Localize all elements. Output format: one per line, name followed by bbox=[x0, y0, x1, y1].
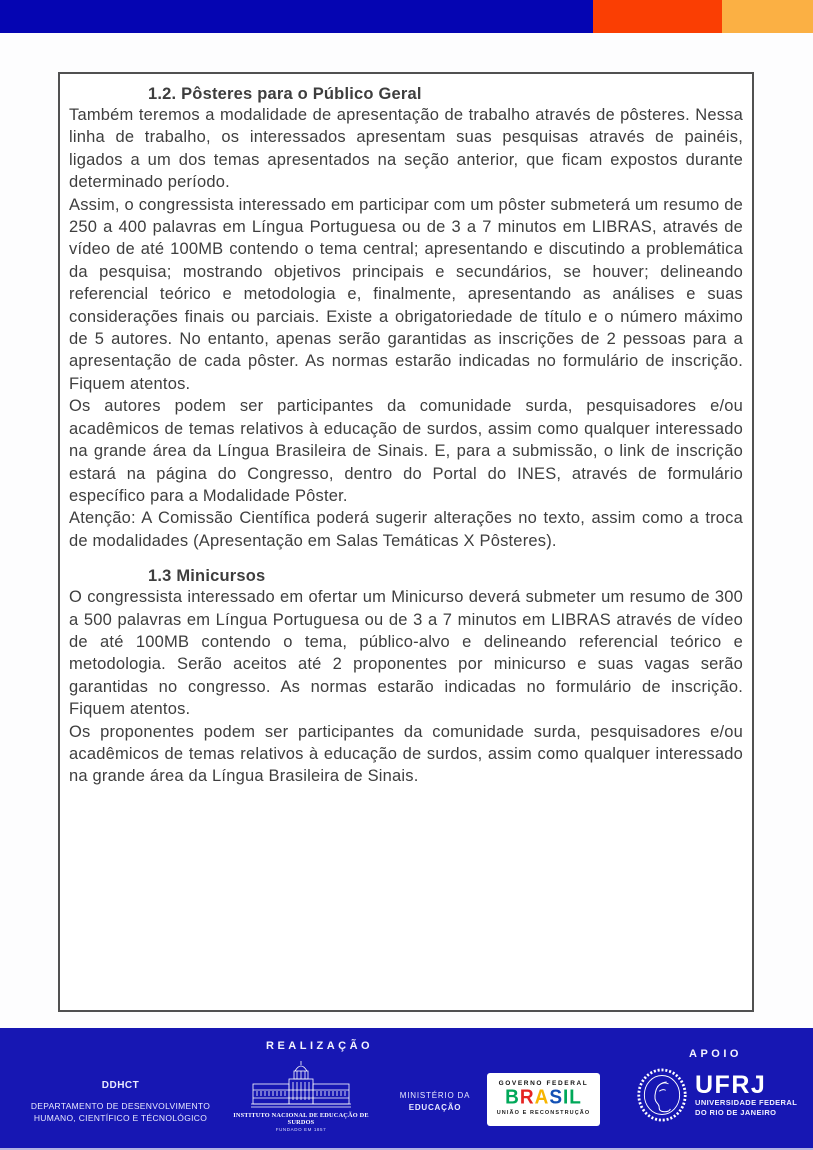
paragraph-posters-authors: Os autores podem ser participantes da comunidade surda, pesquisadores e/ou acadêmicos de temas relativos à educação de surdos, assim como qualquer interessado na grande área da Língua Brasileira de Sinais. E, para a submissão, o link de inscrição estará na página do Congresso, dentro do Portal do INES, através de formulário específico para a Modalidade Pôster. bbox=[69, 397, 743, 505]
mec-logo bbox=[392, 1090, 478, 1114]
governo-federal-logo bbox=[487, 1073, 600, 1126]
ines-founded: FUNDADO EM 1857 bbox=[275, 1127, 327, 1132]
top-bar-red-segment bbox=[593, 0, 722, 33]
mec-line2: EDUCAÇÃO bbox=[408, 1103, 462, 1112]
ines-logo bbox=[228, 1060, 374, 1132]
realizacao-label: REALIZAÇÃO bbox=[266, 1040, 374, 1052]
paragraph-minicursos-rules: O congressista interessado em ofertar um Minicurso deverá submeter um resumo de 300 a 500 palavras em Língua Portuguesa ou de 3 a 7 minutos em LIBRAS através de vídeo de até 100MB contendo o tema, público-alvo e delineando referencial teórico e metodologia. Serão aceitos até 2 proponentes por minicurso e suas vagas serão garantidas no congresso. As normas estarão indicadas no formulário de inscrição. Fiquem atentos. bbox=[69, 588, 743, 719]
ufrj-name-line2: DO RIO DE JANEIRO bbox=[695, 1108, 777, 1117]
top-accent-bar bbox=[0, 0, 813, 33]
ufrj-logo bbox=[636, 1068, 797, 1122]
ddhct-name-line1: DEPARTAMENTO DE DESENVOLVIMENTO bbox=[30, 1101, 211, 1111]
apoio-label: APOIO bbox=[689, 1048, 742, 1060]
paragraph-posters-intro: Também teremos a modalidade de apresentação de trabalho através de pôsteres. Nessa linha de trabalho, os interessados apresentam suas pesquisas através de painéis, ligados a um dos temas apresentados na seção anterior, que ficam expostos durante determinado período. bbox=[69, 106, 743, 192]
mec-line1: MINISTÉRIO DA bbox=[399, 1091, 471, 1100]
document-content-frame bbox=[58, 72, 754, 1012]
ufrj-minerva-emblem-icon bbox=[636, 1068, 688, 1122]
top-bar-orange-segment bbox=[722, 0, 813, 33]
footer-bar bbox=[0, 1028, 813, 1150]
section-heading-minicursos: 1.3 Minicursos bbox=[148, 567, 266, 586]
paragraph-minicursos-proponents: Os proponentes podem ser participantes da comunidade surda, pesquisadores e/ou acadêmicos de temas relativos à educação de surdos, assim como qualquer interessado na grande área da Língua Brasileira de Sinais. bbox=[69, 722, 743, 786]
ines-building-icon bbox=[249, 1060, 353, 1110]
governo-federal-header: GOVERNO FEDERAL bbox=[498, 1080, 589, 1087]
paragraph-posters-attention: Atenção: A Comissão Científica poderá sugerir alterações no texto, assim como a troca de modalidades (Apresentação em Salas Temáticas X Pôsteres). bbox=[69, 509, 743, 550]
ufrj-name-line1: UNIVERSIDADE FEDERAL bbox=[695, 1098, 798, 1108]
ddhct-acronym: DDHCT bbox=[101, 1080, 140, 1091]
ines-caption: INSTITUTO NACIONAL DE EDUCAÇÃO DE SURDOS bbox=[233, 1112, 369, 1126]
brasil-wordmark: BRASIL bbox=[505, 1086, 582, 1109]
top-bar-blue-segment bbox=[0, 0, 593, 33]
ddhct-name-line2: HUMANO, CIENTÍFICO E TÉCNOLÓGICO bbox=[33, 1113, 208, 1124]
governo-federal-tagline: UNIÃO E RECONSTRUÇÃO bbox=[496, 1110, 591, 1116]
ufrj-text-block bbox=[695, 1072, 797, 1118]
ddhct-logo bbox=[18, 1080, 223, 1125]
paragraph-posters-rules: Assim, o congressista interessado em participar com um pôster submeterá um resumo de 250 a 400 palavras em Língua Portuguesa ou de 3 a 7 minutos em LIBRAS, através de vídeo de até 100MB contendo o tema central; apresentando e discutindo a problemática da pesquisa; mostrando objetivos principais e secundários, se houver; delineando referencial teórico e metodologia e, finalmente, apresentando as análises e suas considerações finais ou parciais. Existe a obrigatoriedade de título e o número máximo de 5 autores. No entanto, apenas serão garantidas as inscrições de 2 pessoas para a apresentação de cada pôster. As normas estarão indicadas no formulário de inscrição. Fiquem atentos. bbox=[69, 195, 743, 393]
section-heading-posteres: 1.2. Pôsteres para o Público Geral bbox=[148, 85, 422, 103]
ufrj-acronym: UFRJ bbox=[695, 1071, 767, 1100]
